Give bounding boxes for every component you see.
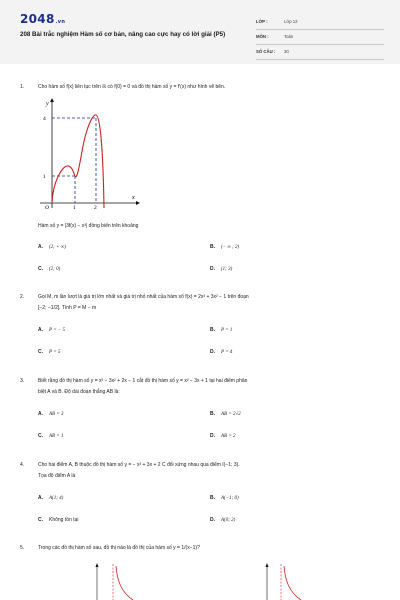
question-stem-cont: biệt A và B. Độ dài đoạn thẳng AB là: <box>38 389 120 395</box>
meta-value: 30 <box>284 49 289 54</box>
option-3a[interactable]: A. AB = 3 <box>38 411 64 417</box>
question-stem: Trong các đồ thị hàm số sau, đồ thị nào là đồ thị của hàm số y = 1/(x−1)? <box>38 545 200 551</box>
q5-graph-right <box>255 562 315 600</box>
derivative-graph <box>40 96 140 210</box>
logo-suffix: .vn <box>55 19 66 25</box>
meta-row-grade <box>256 15 384 30</box>
y-tick-1: 1 <box>43 174 46 180</box>
option-4d[interactable]: D. A(0; 2) <box>210 517 236 523</box>
option-2b[interactable]: B. P = 1 <box>210 327 233 333</box>
option-3b[interactable]: B. AB = 2√2 <box>210 411 241 417</box>
question-stem: Cho hai điểm A, B thuộc đồ thị hàm số y = − x³ + 3x + 2 C đối xứng nhau qua điểm I(−1; 3). <box>38 462 240 468</box>
option-2c[interactable]: C. P = 5 <box>38 349 61 355</box>
option-1c[interactable]: C. (2; 0) <box>38 266 61 272</box>
x-tick-2: 2 <box>94 205 97 210</box>
question-number: 1. <box>20 84 25 90</box>
option-2a[interactable]: A. P = − 5 <box>38 327 65 333</box>
meta-row-count <box>256 45 384 60</box>
origin-label: O <box>45 205 49 210</box>
page-title: 208 Bài trắc nghiệm Hàm số cơ bản, nâng cao cực hay có lời giải (P5) <box>20 31 226 38</box>
meta-value: Lớp 12 <box>284 19 298 24</box>
q5-right-y-arrow <box>266 563 269 567</box>
y-axis-arrow <box>50 98 54 102</box>
question-number: 5. <box>20 545 25 551</box>
option-4a[interactable]: A. A(1; 4) <box>38 495 64 501</box>
q5-graph-left <box>85 562 145 600</box>
option-1b[interactable]: B. (− ∞ ; 2) <box>210 244 240 250</box>
option-2d[interactable]: D. P = 4 <box>210 349 233 355</box>
option-1a[interactable]: A. (2; + ∞) <box>38 244 66 250</box>
option-3c[interactable]: C. AB = 1 <box>38 433 64 439</box>
x-tick-1: 1 <box>73 205 76 210</box>
x-axis-arrow <box>136 201 140 205</box>
question-subprompt: Hàm số y = |3f(x) − x³| đồng biến trên khoảng <box>38 223 139 229</box>
option-1d[interactable]: D. (1; 3) <box>210 266 233 272</box>
question-stem: Gọi M, m lần lượt là giá trị lớn nhất và giá trị nhỏ nhất của hàm số f(x) = 2x³ + 3x² − 1 trên đoạn <box>38 294 249 300</box>
q5-left-curve <box>116 566 133 600</box>
meta-value: Toán <box>284 34 294 39</box>
question-number: 4. <box>20 462 25 468</box>
x-axis-label: x <box>132 195 135 201</box>
y-tick-4: 4 <box>43 116 46 122</box>
question-stem-cont: [−2; −1/2]. Tính P = M − m <box>38 305 97 311</box>
question-number: 2. <box>20 294 25 300</box>
question-number: 3. <box>20 378 25 384</box>
question-stem: Biết rằng đồ thị hàm số y = x³ − 3x² + 2x − 1 cắt đồ thị hàm số y = x² − 3x + 1 tại hai điểm phân <box>38 378 248 384</box>
option-4b[interactable]: B. A(−1; 0) <box>210 495 239 501</box>
option-4c[interactable]: C. Không tồn tại <box>38 517 79 523</box>
q5-left-y-arrow <box>96 563 99 567</box>
question-stem: Cho hàm số f(x) liên tục trên ℝ có f(0) = 0 và đồ thị hàm số y = f′(x) như hình vẽ bên. <box>38 84 226 90</box>
question-stem-cont: Tọa độ điểm A là <box>38 473 76 479</box>
document-header <box>0 0 400 64</box>
meta-key: SỐ CÂU : <box>256 49 276 54</box>
option-3d[interactable]: D. AB = 2 <box>210 433 236 439</box>
q5-right-curve <box>284 566 301 600</box>
y-axis-label: y <box>46 101 49 107</box>
meta-row-subject <box>256 30 384 45</box>
meta-key: MÔN : <box>256 34 269 39</box>
meta-key: LỚP : <box>256 19 268 24</box>
logo-text: 2048 <box>20 12 55 26</box>
site-logo[interactable] <box>20 12 65 26</box>
document-meta <box>256 15 384 60</box>
